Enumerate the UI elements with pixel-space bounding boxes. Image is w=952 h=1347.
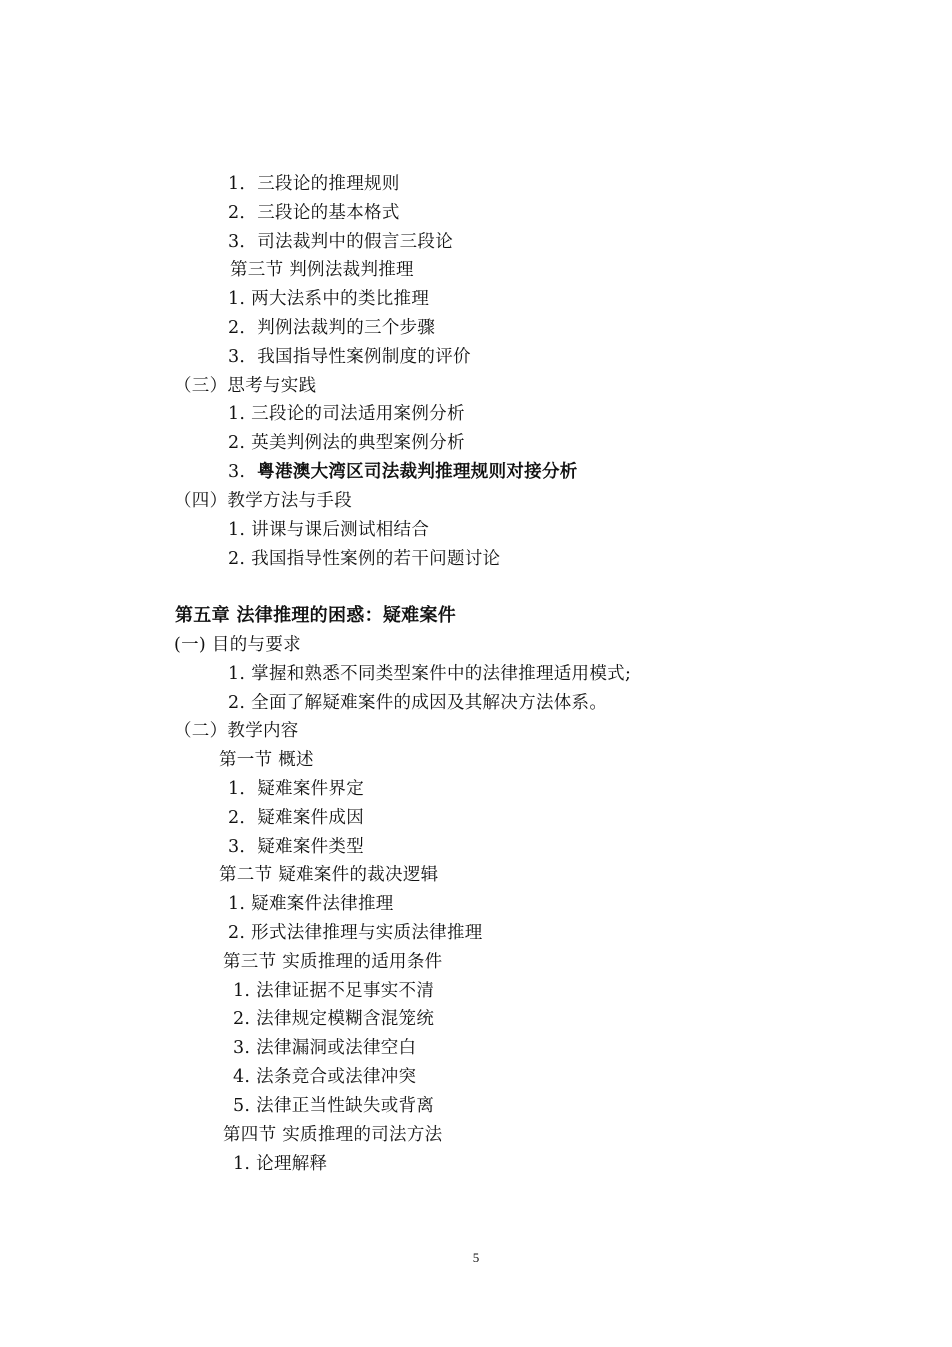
section-title: 第三节 实质推理的适用条件 [223, 952, 443, 972]
list-item: 1. 两大法系中的类比推理 [228, 289, 430, 309]
list-item: 2．三段论的基本格式 [228, 203, 400, 223]
list-item: 2. 我国指导性案例的若干问题讨论 [228, 549, 501, 569]
section-title: 第一节 概述 [219, 750, 314, 770]
subsection-heading: （四）教学方法与手段 [174, 491, 352, 511]
list-item: 5. 法律正当性缺失或背离 [233, 1096, 435, 1116]
list-item-highlight [228, 461, 578, 483]
list-item: 3．司法裁判中的假言三段论 [228, 232, 454, 252]
list-item: 3．疑难案件类型 [228, 837, 365, 857]
subsection-heading: (一) 目的与要求 [174, 635, 301, 655]
list-item: 1. 三段论的司法适用案例分析 [228, 404, 465, 424]
list-item: 1．三段论的推理规则 [228, 174, 400, 194]
section-title: 第三节 判例法裁判推理 [230, 260, 414, 280]
chapter-title: 第五章 法律推理的困惑：疑难案件 [175, 605, 457, 626]
page-number: 5 [472, 1250, 480, 1265]
section-title: 第二节 疑难案件的裁决逻辑 [219, 865, 439, 885]
list-item: 2. 全面了解疑难案件的成因及其解决方法体系。 [228, 693, 608, 713]
list-item: 2. 法律规定模糊含混笼统 [233, 1009, 435, 1029]
list-item: 1. 讲课与课后测试相结合 [228, 520, 430, 540]
subsection-heading: （二）教学内容 [174, 721, 299, 741]
list-item: 1. 论理解释 [233, 1154, 328, 1174]
list-item: 1．疑难案件界定 [228, 779, 365, 799]
list-item: 2．疑难案件成因 [228, 808, 365, 828]
list-item: 2. 形式法律推理与实质法律推理 [228, 923, 483, 943]
subsection-heading: （三）思考与实践 [174, 376, 317, 396]
list-item: 2. 英美判例法的典型案例分析 [228, 433, 465, 453]
list-item-number: 3. [228, 462, 246, 482]
list-item: 3. 法律漏洞或法律空白 [233, 1038, 417, 1058]
list-item: 1. 掌握和熟悉不同类型案件中的法律推理适用模式; [228, 664, 632, 684]
list-item: 3．我国指导性案例制度的评价 [228, 347, 471, 367]
section-title: 第四节 实质推理的司法方法 [223, 1125, 443, 1145]
list-item: 2．判例法裁判的三个步骤 [228, 318, 436, 338]
list-item: 1. 法律证据不足事实不清 [233, 981, 435, 1001]
list-item: 4. 法条竞合或法律冲突 [233, 1067, 417, 1087]
list-item-bold-text: 粤港澳大湾区司法裁判推理规则对接分析 [257, 462, 578, 482]
list-item: 1. 疑难案件法律推理 [228, 894, 394, 914]
